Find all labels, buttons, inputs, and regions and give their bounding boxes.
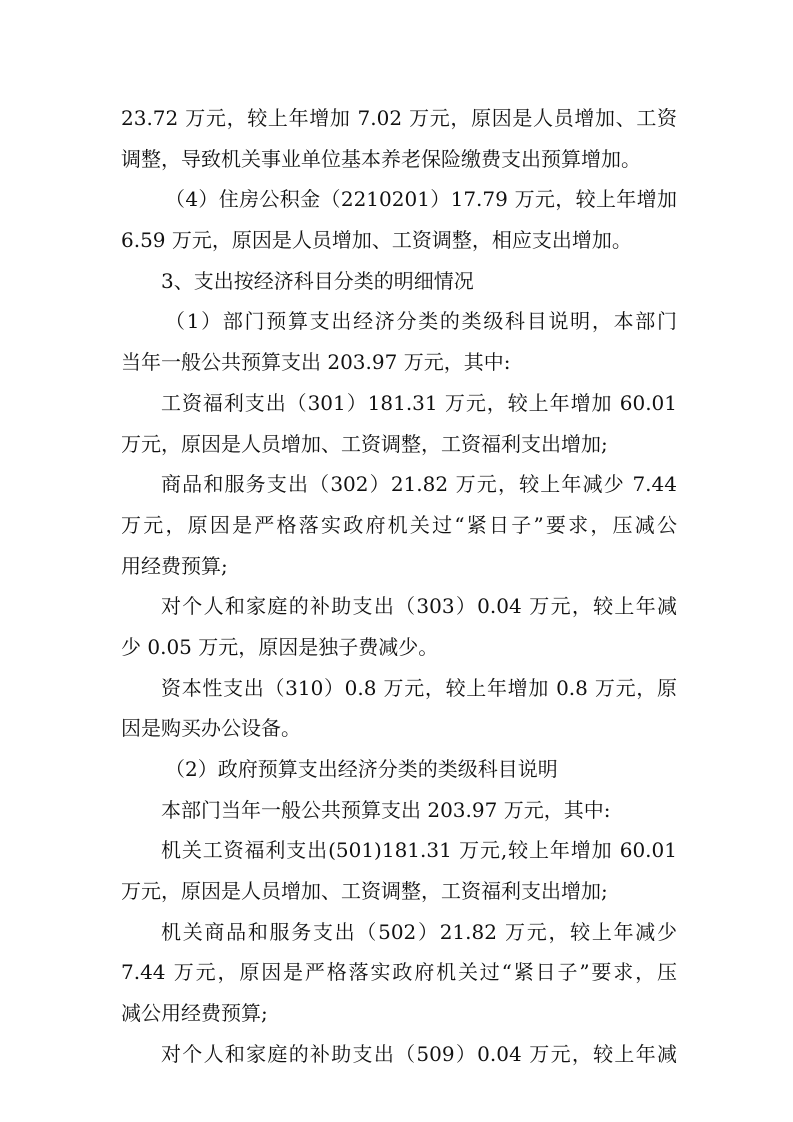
section-heading: （2）政府预算支出经济分类的类级科目说明 bbox=[165, 757, 558, 781]
paragraph-line: 机关工资福利支出(501)181.31 万元,较上年增加 60.01 bbox=[161, 838, 677, 863]
paragraph-line: 商品和服务支出（302）21.82 万元，较上年减少 7.44 bbox=[161, 472, 677, 497]
paragraph-line: 对个人和家庭的补助支出（303）0.04 万元，较上年减 bbox=[161, 594, 677, 619]
section-heading: 3、支出按经济科目分类的明细情况 bbox=[161, 268, 474, 293]
paragraph-line: 23.72 万元，较上年增加 7.02 万元，原因是人员增加、工资 bbox=[121, 106, 677, 130]
paragraph-line: 本部门当年一般公共预算支出 203.97 万元，其中: bbox=[161, 797, 611, 822]
paragraph-line: 用经费预算; bbox=[121, 553, 228, 578]
paragraph-line: 万元，原因是人员增加、工资调整，工资福利支出增加; bbox=[121, 879, 608, 904]
paragraph-line: 对个人和家庭的补助支出（509）0.04 万元，较上年减 bbox=[161, 1041, 677, 1066]
document-body bbox=[121, 98, 677, 1075]
paragraph-line: 万元，原因是人员增加、工资调整，工资福利支出增加; bbox=[121, 431, 608, 456]
paragraph-line: 6.59 万元，原因是人员增加、工资调整，相应支出增加。 bbox=[121, 228, 632, 253]
paragraph-line: 万元，原因是严格落实政府机关过“紧日子”要求，压减公 bbox=[121, 512, 677, 537]
paragraph-line: 因是购买办公设备。 bbox=[121, 716, 301, 741]
paragraph-line: 机关商品和服务支出（502）21.82 万元，较上年减少 bbox=[161, 919, 677, 944]
paragraph-line: 减公用经费预算; bbox=[121, 1001, 268, 1026]
paragraph-line: 7.44 万元，原因是严格落实政府机关过“紧日子”要求，压 bbox=[121, 960, 677, 985]
paragraph-line: 少 0.05 万元，原因是独子费减少。 bbox=[121, 634, 439, 659]
paragraph-line: 当年一般公共预算支出 203.97 万元，其中: bbox=[121, 350, 511, 375]
paragraph-line: 资本性支出（310）0.8 万元，较上年增加 0.8 万元，原 bbox=[161, 675, 677, 700]
paragraph-line: 调整，导致机关事业单位基本养老保险缴费支出预算增加。 bbox=[121, 146, 641, 171]
paragraph-line: （1）部门预算支出经济分类的类级科目说明，本部门 bbox=[165, 309, 677, 334]
paragraph-line: （4）住房公积金（2210201）17.79 万元，较上年增加 bbox=[165, 187, 677, 212]
paragraph-line: 工资福利支出（301）181.31 万元，较上年增加 60.01 bbox=[161, 390, 677, 415]
